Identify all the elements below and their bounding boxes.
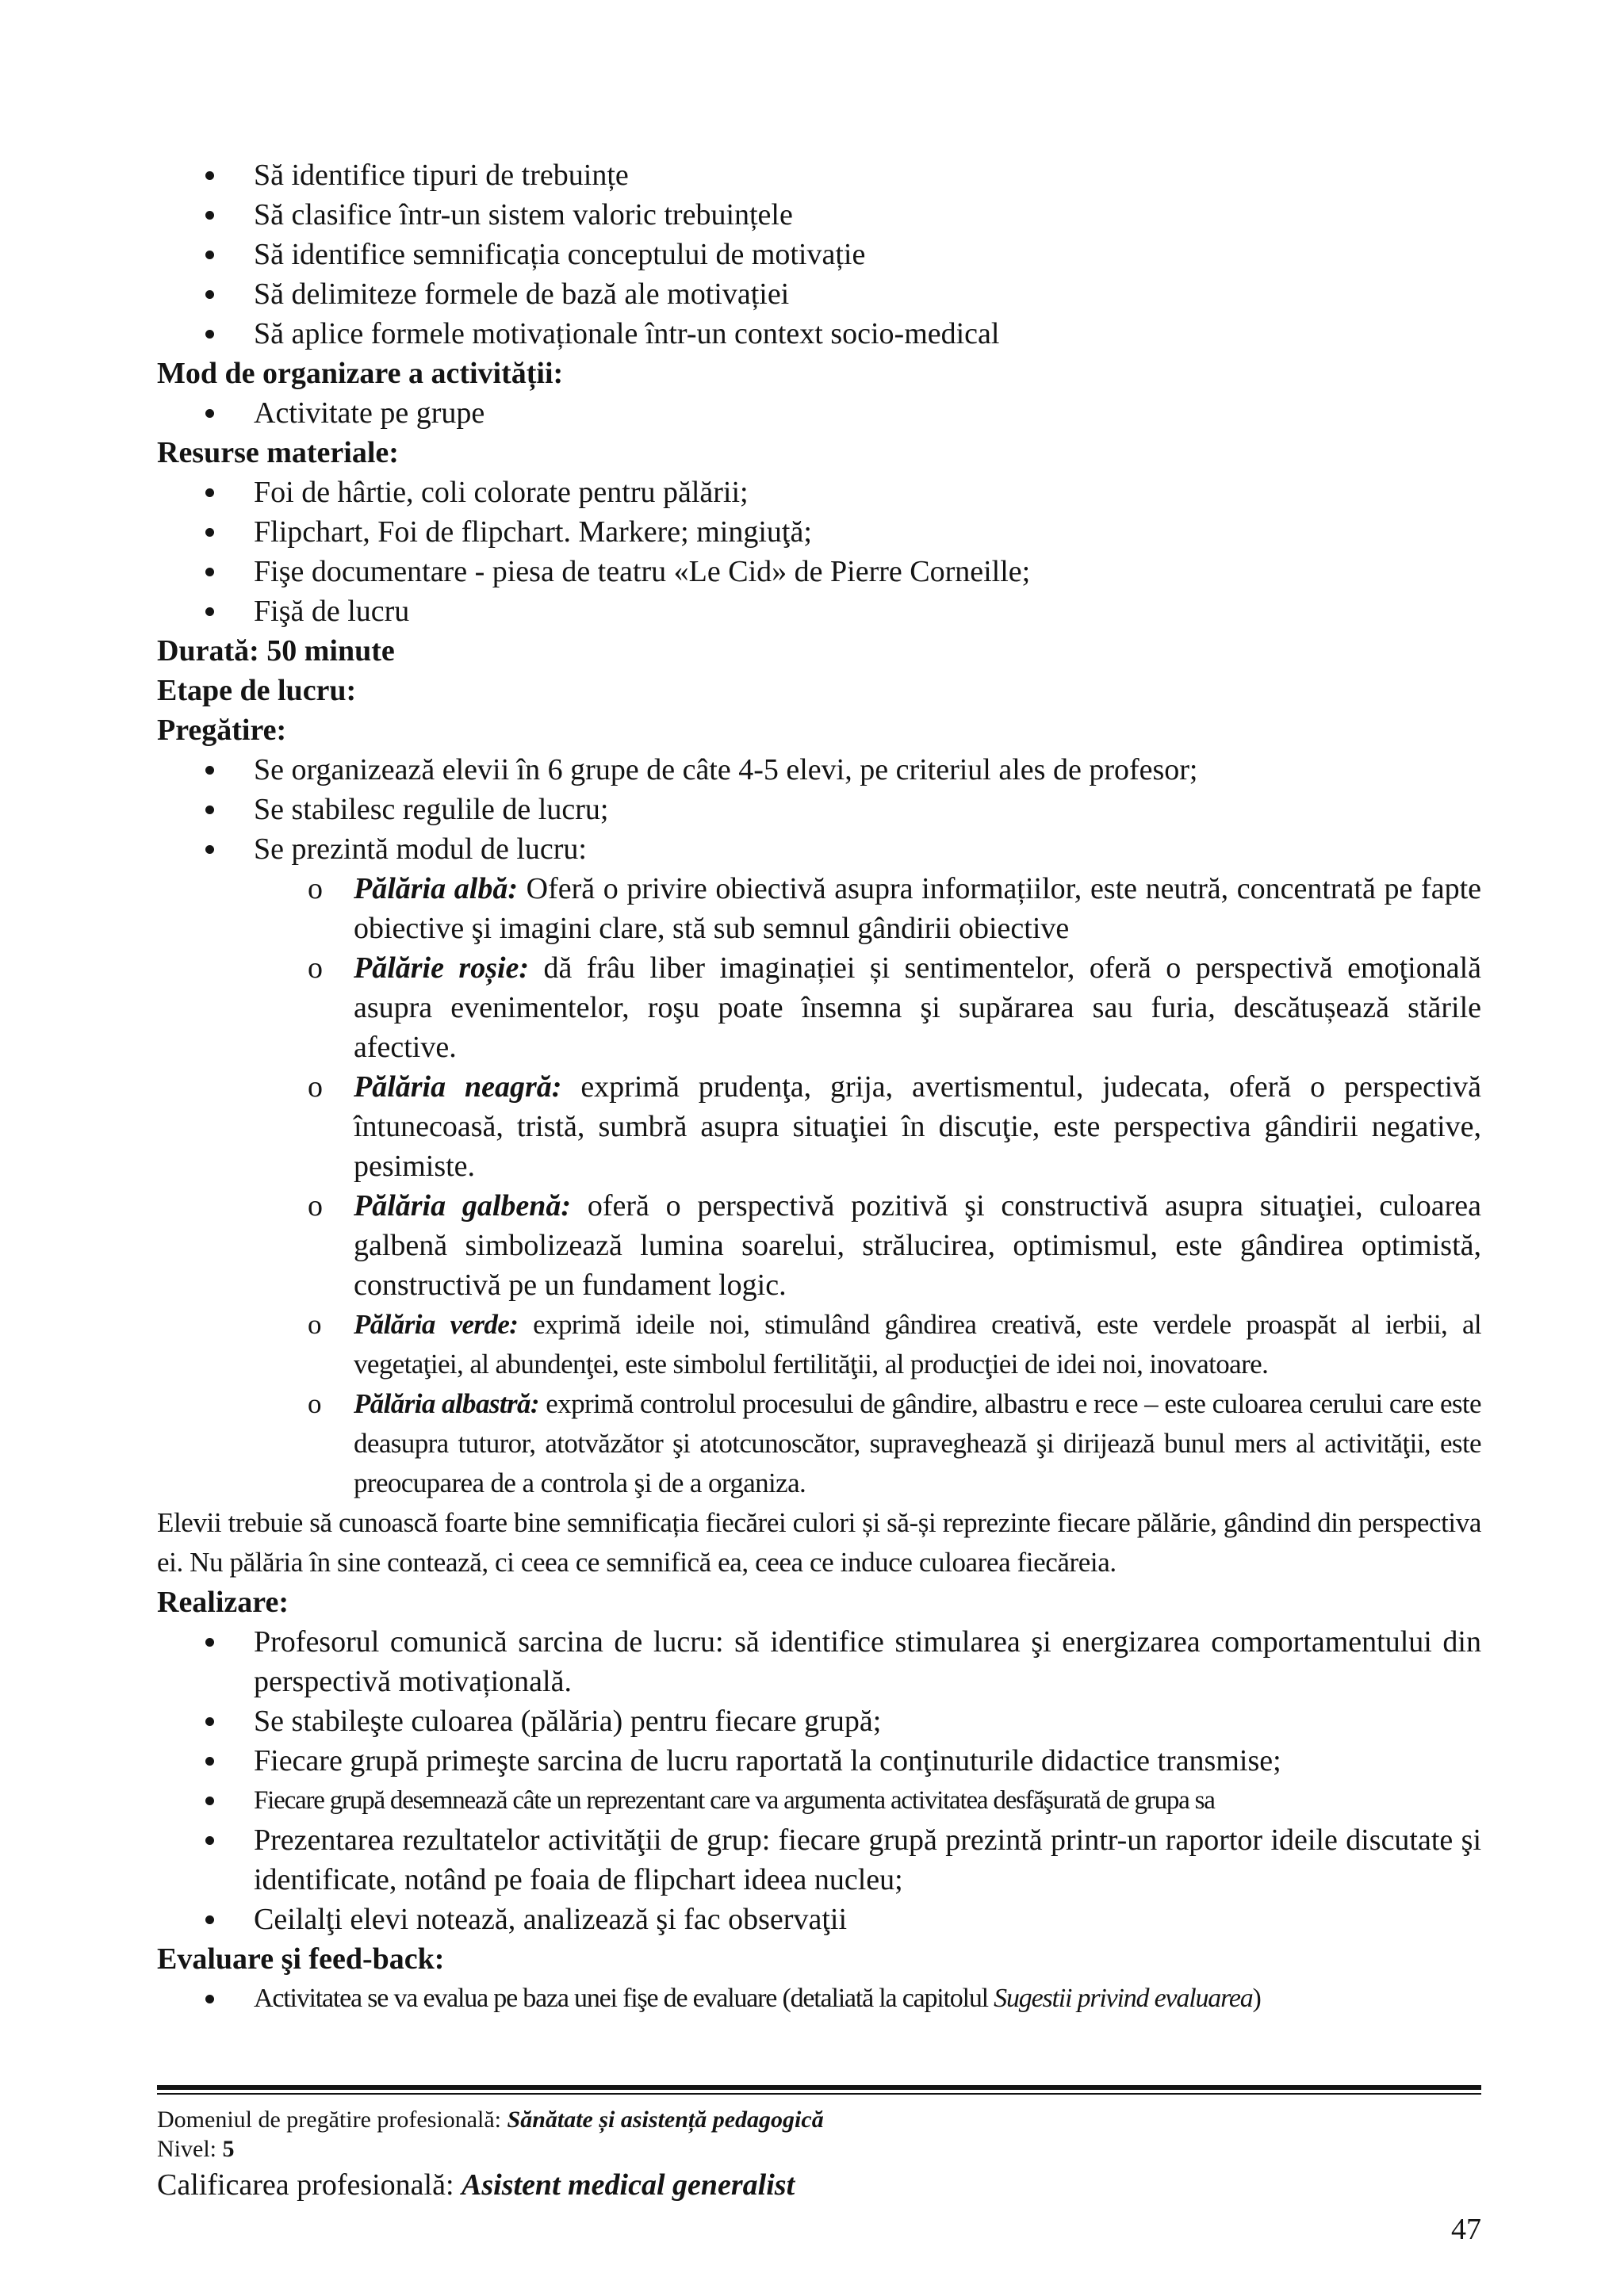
- list-item: Fiecare grupă desemnează câte un reprezentant care va argumenta activitatea desfăşurată de grupa sa: [157, 1781, 1481, 1820]
- list-item: Fişă de lucru: [157, 591, 1481, 631]
- hat-name: Pălărie roșie:: [354, 951, 530, 985]
- list-item: Activitatea se va evalua pe baza unei fişe de evaluare (detaliată la capitolul Sugestii privind evaluarea): [157, 1979, 1481, 2019]
- list-item: Să identifice tipuri de trebuințe: [157, 155, 1481, 195]
- bullet-icon: [205, 171, 214, 180]
- list-item: Flipchart, Foi de flipchart. Markere; mingiuţă;: [157, 512, 1481, 552]
- colors-note-paragraph: Elevii trebuie să cunoască foarte bine semnificația fiecărei culori și să-și reprezinte fiecare pălărie, gândind din perspectiva ei. Nu pălăria în sine contează, ci ceea ce semnifică ea, ceea ce induce culoarea fiecăreia.: [157, 1507, 1481, 1578]
- list-item: Foi de hârtie, coli colorate pentru pălării;: [157, 473, 1481, 512]
- footer-level: Nivel: 5: [157, 2136, 235, 2162]
- list-item: Ceilalţi elevi notează, analizează şi fac observaţii: [157, 1900, 1481, 1939]
- hat-item-yellow: [157, 1186, 1481, 1305]
- page-content: [157, 155, 1481, 2019]
- bullet-icon: [205, 568, 214, 576]
- circle-marker-icon: o: [308, 1070, 323, 1104]
- hat-description: Oferă o privire obiectivă asupra informațiilor, este neutră, concentrată pe fapte obiective şi imagini clare, stă sub semnul gândirii obiective: [354, 872, 1481, 945]
- bullet-icon: [205, 528, 214, 537]
- list-item: Să aplice formele motivaționale într-un context socio-medical: [157, 314, 1481, 354]
- bullet-icon: [205, 806, 214, 814]
- footer-qualification: Calificarea profesională: Asistent medical generalist: [157, 2168, 795, 2202]
- hat-name: Pălăria galbenă:: [354, 1189, 572, 1223]
- hat-name: Pălăria albastră:: [354, 1388, 539, 1419]
- preparation-heading: Pregătire:: [157, 714, 287, 747]
- list-item: Fişe documentare - piesa de teatru «Le Cid» de Pierre Corneille;: [157, 552, 1481, 591]
- footer-divider: [157, 2085, 1481, 2095]
- bullet-icon: [205, 488, 214, 497]
- list-item: Să identifice semnificația conceptului de motivație: [157, 235, 1481, 274]
- bullet-icon: [205, 1717, 214, 1726]
- circle-marker-icon: o: [308, 1388, 321, 1419]
- hat-item-blue: [157, 1384, 1481, 1503]
- hat-description: oferă o perspectivă pozitivă şi constructivă asupra situaţiei, culoarea galbenă simbolizează lumina soarelui, strălucirea, optimismul, este gândirea optimistă, constructivă pe un fundament logic.: [354, 1189, 1481, 1302]
- bullet-icon: [205, 409, 214, 418]
- list-item: Profesorul comunică sarcina de lucru: să identifice stimularea şi energizarea comportamentului din perspectivă motivațională.: [157, 1622, 1481, 1701]
- bullet-icon: [205, 251, 214, 259]
- list-item: Se stabileşte culoarea (pălăria) pentru fiecare grupă;: [157, 1701, 1481, 1741]
- organization-heading: Mod de organizare a activității:: [157, 357, 564, 390]
- hat-name: Pălăria verde:: [354, 1309, 519, 1340]
- list-item: Se prezintă modul de lucru:: [157, 829, 1481, 869]
- bullet-icon: [205, 607, 214, 616]
- hat-name: Pălăria albă:: [354, 872, 518, 905]
- list-item: Să delimiteze formele de bază ale motivației: [157, 274, 1481, 314]
- bullet-icon: [205, 1995, 214, 2003]
- bullet-icon: [205, 766, 214, 775]
- realization-list: [157, 1622, 1481, 1939]
- steps-heading: Etape de lucru:: [157, 674, 357, 707]
- page-footer: [157, 2105, 1481, 2205]
- bullet-icon: [205, 330, 214, 339]
- bullet-icon: [205, 290, 214, 299]
- list-item: Fiecare grupă primeşte sarcina de lucru raportată la conţinuturile didactice transmise;: [157, 1741, 1481, 1781]
- list-item: Să clasifice într-un sistem valoric trebuințele: [157, 195, 1481, 235]
- objectives-list: [157, 155, 1481, 354]
- bullet-icon: [205, 1915, 214, 1924]
- footer-domain: Domeniul de pregătire profesională: Sănătate și asistență pedagogică: [157, 2107, 824, 2133]
- page-number: 47: [1451, 2213, 1481, 2246]
- bullet-icon: [205, 1757, 214, 1766]
- bullet-icon: [205, 1836, 214, 1845]
- evaluation-heading: Evaluare şi feed-back:: [157, 1942, 445, 1976]
- hat-item-green: [157, 1305, 1481, 1384]
- list-item: Se organizează elevii în 6 grupe de câte 4-5 elevi, pe criteriul ales de profesor;: [157, 750, 1481, 790]
- hats-list: [157, 869, 1481, 1503]
- bullet-icon: [205, 1797, 214, 1805]
- hat-description: exprimă controlul procesului de gândire, albastru e rece – este culoarea cerului care este deasupra tuturor, atotvăzător şi atotcunoscător, supraveghează şi dirijează bunul mers al activităţii, este preocuparea de a controla şi de a organiza.: [354, 1388, 1481, 1498]
- duration-heading: Durată: 50 minute: [157, 634, 395, 668]
- circle-marker-icon: o: [308, 951, 323, 985]
- hat-description: exprimă prudenţa, grija, avertismentul, judecata, oferă o perspectivă întunecoasă, tristă, sumbră asupra situaţiei în discuţie, este perspectiva gândirii negative, pesimiste.: [354, 1070, 1481, 1183]
- hat-item-white: [157, 869, 1481, 948]
- bullet-icon: [205, 1638, 214, 1647]
- evaluation-list: [157, 1979, 1481, 2019]
- bullet-icon: [205, 211, 214, 220]
- hat-item-red: [157, 948, 1481, 1067]
- hat-name: Pălăria neagră:: [354, 1070, 562, 1104]
- circle-marker-icon: o: [308, 1309, 321, 1340]
- preparation-list: [157, 750, 1481, 869]
- realization-heading: Realizare:: [157, 1586, 289, 1619]
- circle-marker-icon: o: [308, 1189, 323, 1223]
- list-item: Se stabilesc regulile de lucru;: [157, 790, 1481, 829]
- list-item: Activitate pe grupe: [157, 393, 1481, 433]
- bullet-icon: [205, 845, 214, 854]
- list-item: Prezentarea rezultatelor activităţii de grup: fiecare grupă prezintă printr-un raportor ideile discutate şi identificate, notând pe foaia de flipchart ideea nucleu;: [157, 1820, 1481, 1900]
- resources-heading: Resurse materiale:: [157, 436, 399, 469]
- hat-description: exprimă ideile noi, stimulând gândirea creativă, este verdele proaspăt al ierbii, al vegetaţiei, al abundenţei, este simbolul fertilităţii, al producţiei de idei noi, inovatoare.: [354, 1309, 1482, 1380]
- resources-list: [157, 473, 1481, 631]
- evaluation-chapter-reference: Sugestii privind evaluarea: [994, 1984, 1253, 2013]
- hat-item-black: [157, 1067, 1481, 1186]
- circle-marker-icon: o: [308, 872, 323, 905]
- hat-description: dă frâu liber imaginației și sentimentelor, oferă o perspectivă emoţională asupra evenimentelor, roşu poate însemna şi supărarea sau furia, descătușează stările afective.: [354, 951, 1481, 1064]
- organization-list: [157, 393, 1481, 433]
